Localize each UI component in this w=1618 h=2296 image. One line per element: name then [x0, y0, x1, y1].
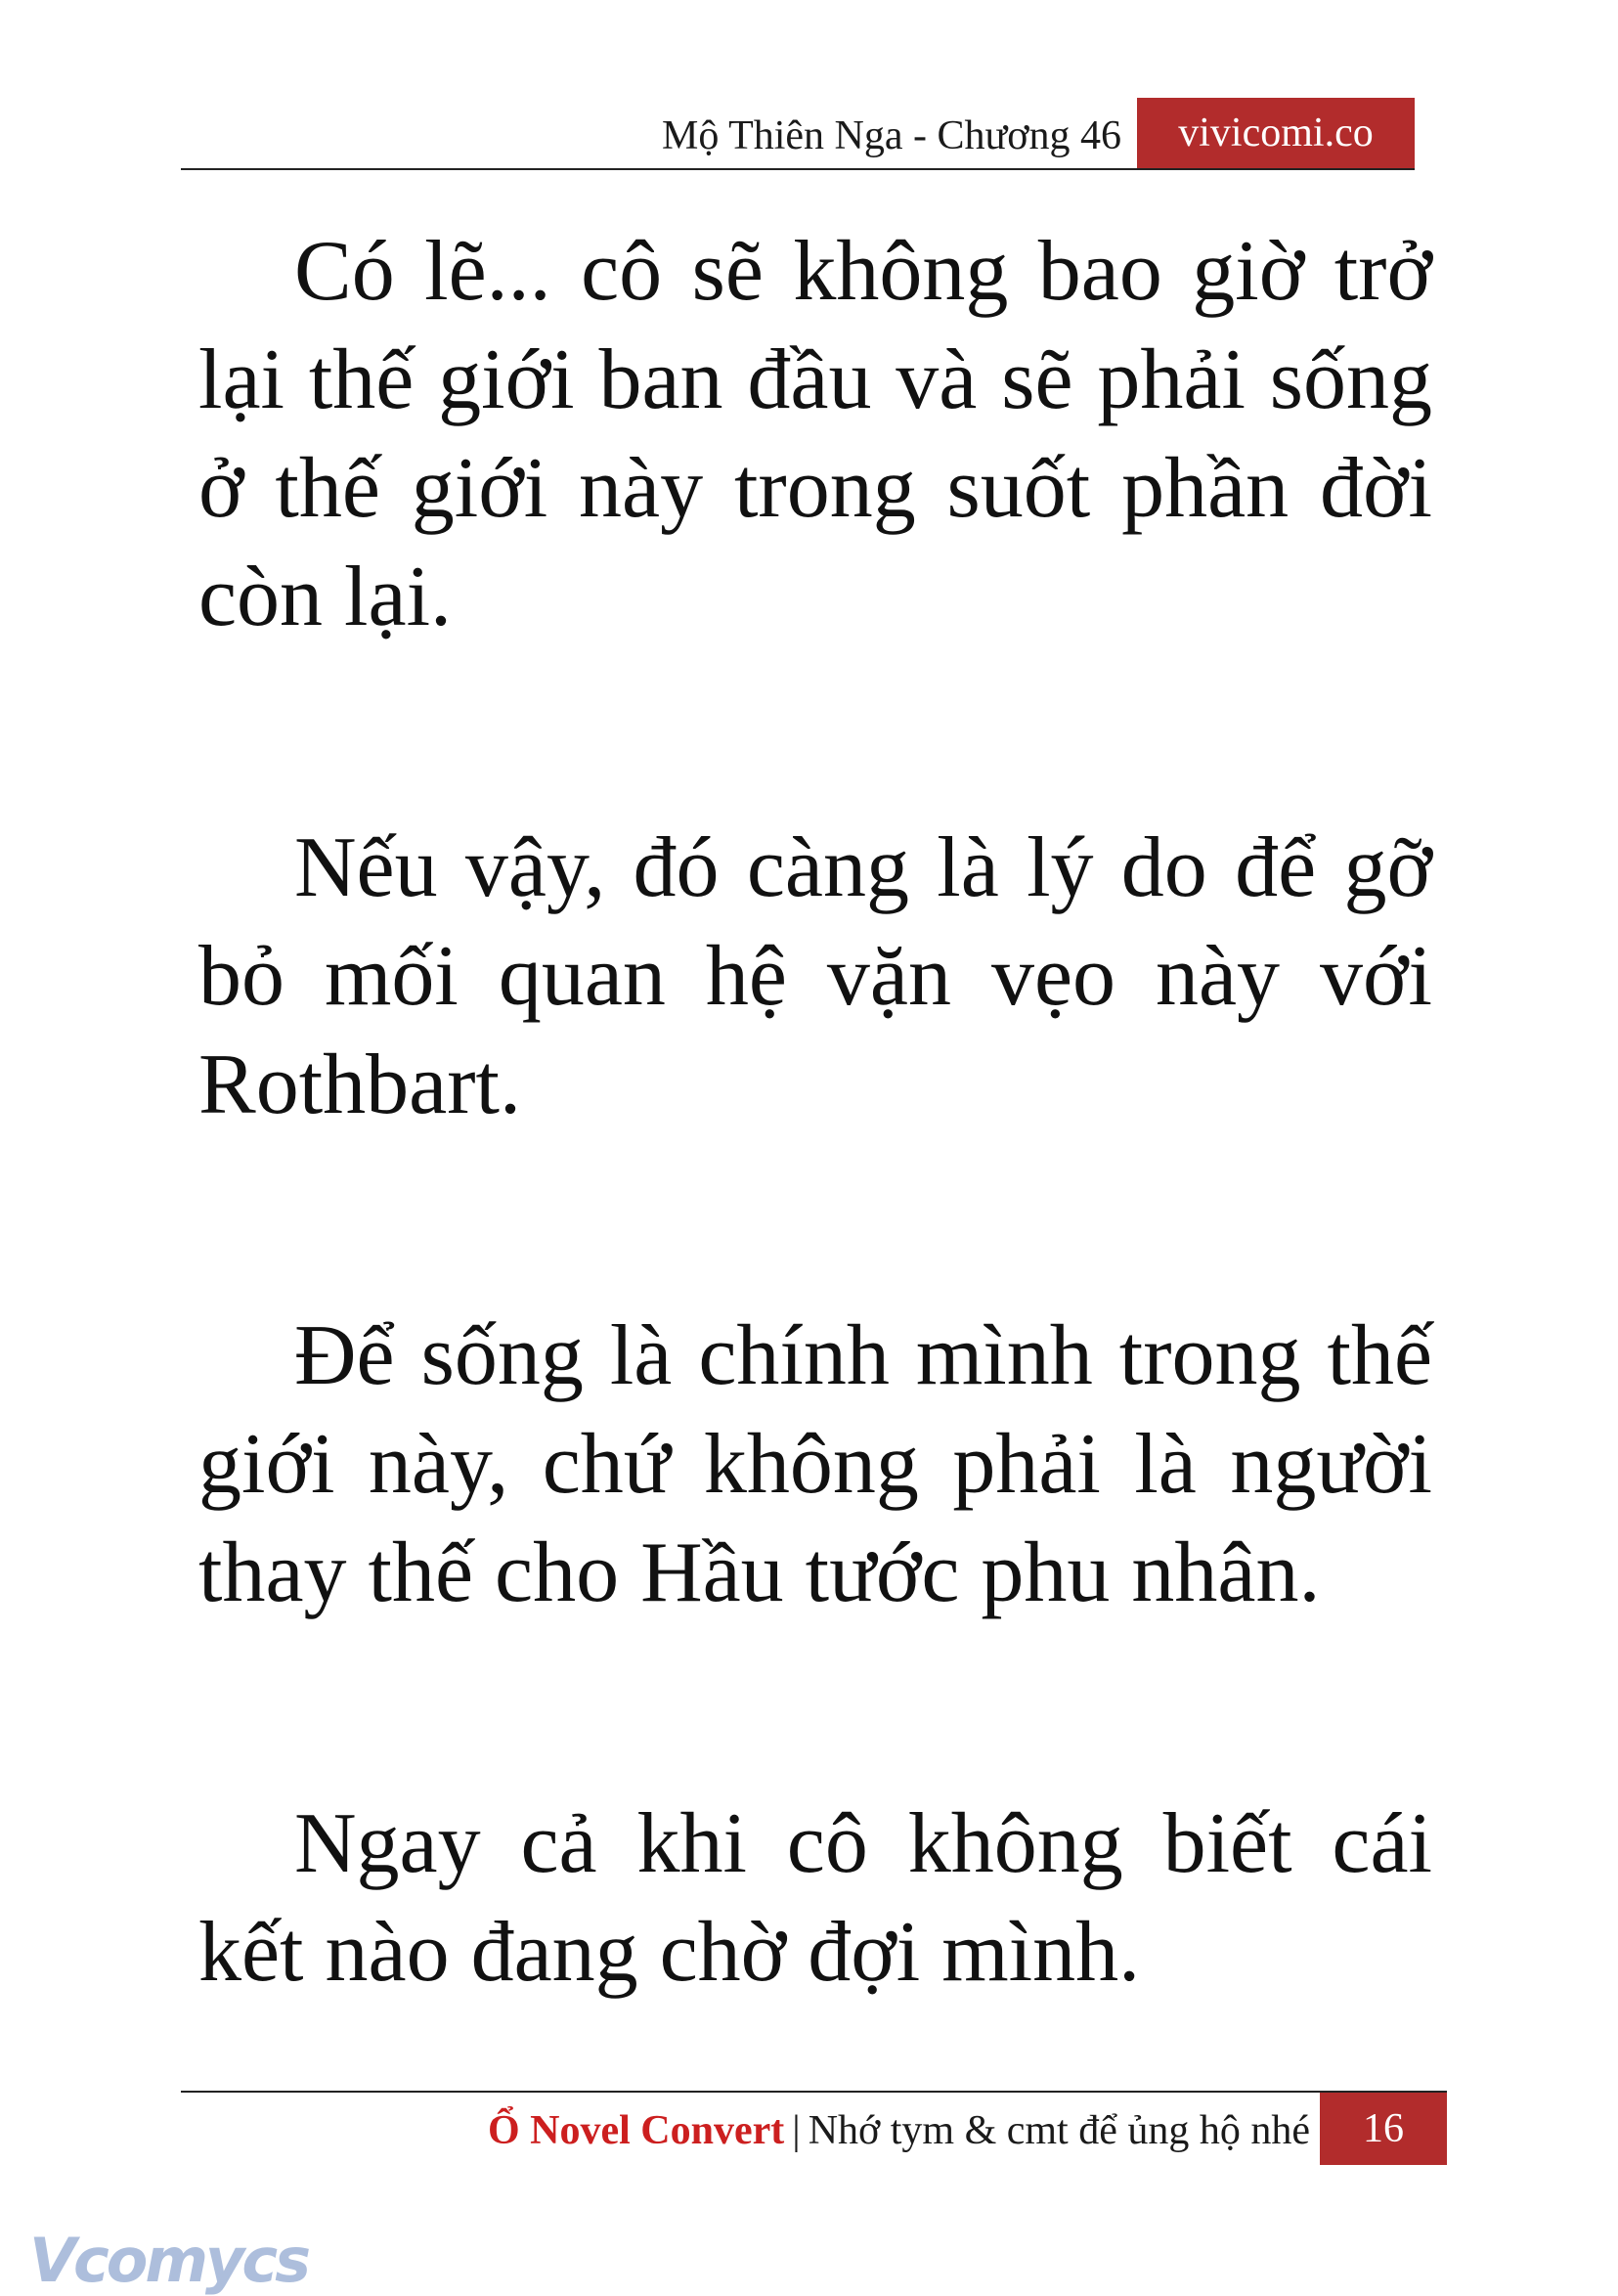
- chapter-title: Mộ Thiên Nga - Chương 46: [662, 113, 1121, 158]
- page-header: [181, 98, 1415, 170]
- site-badge: vivicomi.co: [1137, 98, 1415, 168]
- paragraph: Có lẽ... cô sẽ không bao giờ trở lại thế giới ban đầu và sẽ phải sống ở thế giới này trong suốt phần đời còn lại.: [198, 224, 1432, 644]
- footer-separator: |: [792, 2108, 801, 2153]
- paragraph: Nếu vậy, đó càng là lý do để gỡ bỏ mối quan hệ vặn vẹo này với Rothbart.: [198, 820, 1432, 1132]
- page-number: 16: [1320, 2093, 1447, 2165]
- watermark-logo: Vcomycs: [29, 2225, 309, 2296]
- footer-note: Nhớ tym & cmt để ủng hộ nhé: [808, 2108, 1310, 2153]
- paragraph: Để sống là chính mình trong thế giới này, chứ không phải là người thay thế cho Hầu tước phu nhân.: [198, 1308, 1432, 1620]
- page-footer: [181, 2091, 1447, 2165]
- brand-name: Ổ Novel Convert: [487, 2108, 785, 2153]
- footer-text: [488, 2106, 1310, 2155]
- chapter-content: [198, 217, 1432, 2007]
- paragraph: Ngay cả khi cô không biết cái kết nào đang chờ đợi mình.: [198, 1796, 1432, 2000]
